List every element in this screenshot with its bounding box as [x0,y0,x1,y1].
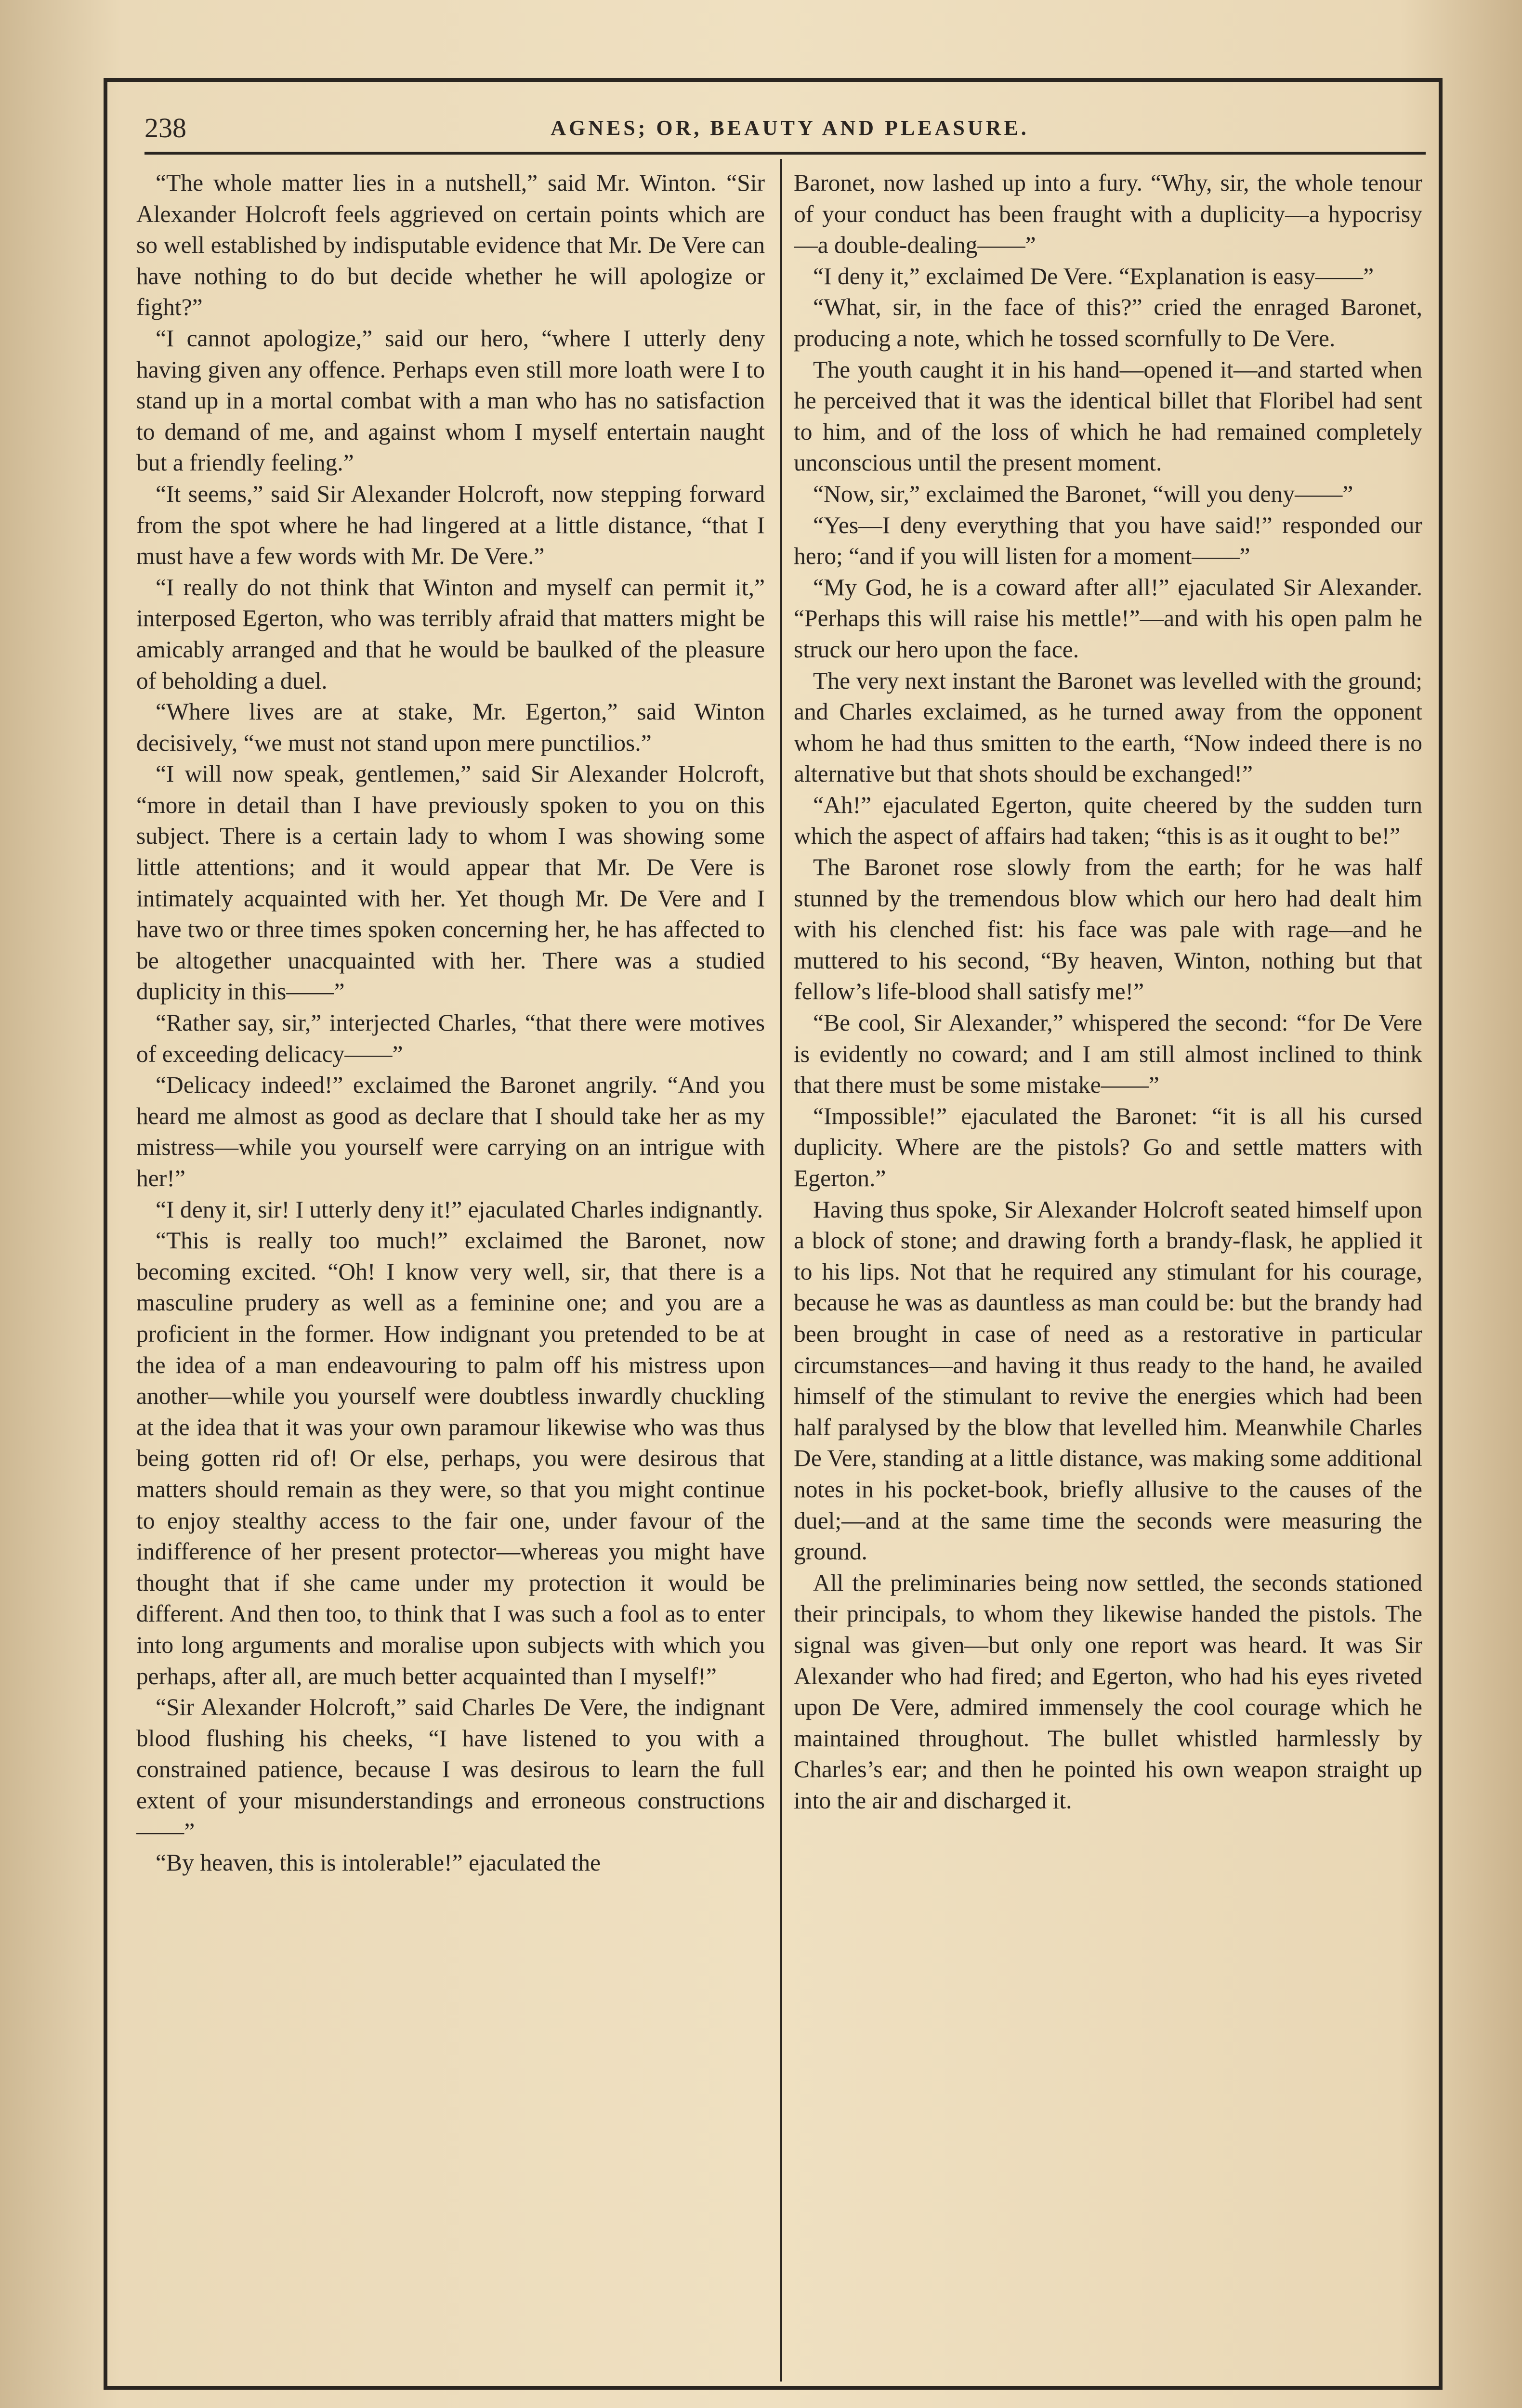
header-rule [144,152,1426,155]
paragraph: “My God, he is a coward after all!” ejaculated Sir Alexander. “Perhaps this will raise his mettle!”—and with his open palm he struck our hero upon the face. [794,574,1422,663]
paragraph: The Baronet rose slowly from the earth; for he was half stunned by the tremendous blow which our hero had dealt him with his clenched fist: his face was pale with rage—and he muttered to his second, “By heaven, Winton, nothing but that fellow’s life-blood shall satisfy me!” [794,854,1422,1005]
paragraph: “Impossible!” ejaculated the Baronet: “it is all his cursed duplicity. Where are the pistols? Go and settle matters with Egerton.” [794,1102,1422,1191]
paragraph: “Sir Alexander Holcroft,” said Charles De Vere, the indignant blood flushing his cheeks, “I have listened to you with a constrained patience, because I was desirous to learn the full extent of your misunderstandings and erroneous constructions——” [136,1694,765,1845]
paragraph: The very next instant the Baronet was levelled with the ground; and Charles exclaimed, as he turned away from the opponent whom he had thus smitten to the earth, “Now indeed there is no alternative but that shots should be exchanged!” [794,667,1422,787]
paragraph: “Delicacy indeed!” exclaimed the Baronet angrily. “And you heard me almost as good as declare that I should take her as my mistress—while you yourself were carrying on an intrigue with her!” [136,1072,765,1191]
paragraph: “I deny it, sir! I utterly deny it!” ejaculated Charles indignantly. [156,1196,763,1223]
paragraph: “Ah!” ejaculated Egerton, quite cheered by the sudden turn which the aspect of affairs had taken; “this is as it ought to be!” [794,791,1422,850]
paragraph: “Where lives are at stake, Mr. Egerton,” said Winton decisively, “we must not stand upon mere punctilios.” [136,698,765,756]
paragraph: Having thus spoke, Sir Alexander Holcroft seated himself upon a block of stone; and drawing forth a brandy-flask, he applied it to his lips. Not that he required any stimulant for his courage, because he was as dauntless as man could be: but the brandy had been brought in case of need as a restorative in particular circumstances—and having it thus ready to the hand, he availed himself of the stimulant to revive the energies which had been half paralysed by the blow that levelled him. Meanwhile Charles De Vere, standing at a little distance, was making some additional notes in his pocket-book, briefly allusive to the causes of the duel;—and at the same time the seconds were measuring the ground. [794,1196,1422,1565]
paragraph: The youth caught it in his hand—opened it—and started when he perceived that it was the identical billet that Floribel had sent to him, and of the loss of which he had remained completely unconscious until the present moment. [794,356,1422,476]
paragraph: “This is really too much!” exclaimed the Baronet, now becoming excited. “Oh! I know very well, sir, that there is a masculine prudery as well as a feminine one; and you are a proficient in the former. How indignant you pretended to be at the idea of a man endeavouring to palm off his mistress upon another—while you yourself were doubtless inwardly chuckling at the idea that it was your own paramour likewise who was thus being gotten rid of! Or else, perhaps, you were desirous that matters should remain as they were, so that you might continue to enjoy stealthy access to the fair one, under favour of the indifference of her present protector—whereas you might have thought that if she came under my protection it would be different. And then too, to think that I was such a fool as to enter into long arguments and moralise upon subjects with which you perhaps, after all, are much better acquainted than I myself!” [136,1227,765,1689]
left-column [136,168,765,2349]
paragraph: “What, sir, in the face of this?” cried the enraged Baronet, producing a note, which he tossed scornfully to De Vere. [794,294,1422,352]
paragraph: “Now, sir,” exclaimed the Baronet, “will you deny——” [813,480,1353,507]
page-number: 238 [144,112,186,144]
paragraph: “It seems,” said Sir Alexander Holcroft, now stepping forward from the spot where he had lingered at a little distance, “that I must have a few words with Mr. De Vere.” [136,480,765,570]
running-title: AGNES; OR, BEAUTY AND PLEASURE. [551,116,1029,140]
paragraph: “I cannot apologize,” said our hero, “where I utterly deny having given any offence. Perhaps even still more loath were I to stand up in a mortal combat with a man who has no satisfaction to demand of me, and against whom I myself entertain naught but a friendly feeling.” [136,325,765,476]
paragraph: “Be cool, Sir Alexander,” whispered the second: “for De Vere is evidently no coward; and I am still almost inclined to think that there must be some mistake——” [794,1009,1422,1099]
paragraph: “By heaven, this is intolerable!” ejaculated the [156,1849,601,1876]
paragraph: “Rather say, sir,” interjected Charles, “that there were motives of exceeding delicacy——” [136,1009,765,1067]
paragraph: Baronet, now lashed up into a fury. “Why, sir, the whole tenour of your conduct has been fraught with a duplicity—a hypocrisy—a double-dealing——” [794,170,1422,259]
column-divider [780,159,782,2382]
paragraph: “I really do not think that Winton and myself can permit it,” interposed Egerton, who was terribly afraid that matters might be amicably arranged and that he would be baulked of the pleasure of beholding a duel. [136,574,765,694]
page-header [144,112,1435,155]
paragraph: “Yes—I deny everything that you have said!” responded our hero; “and if you will listen for a moment——” [794,511,1422,570]
paragraph: All the preliminaries being now settled, the seconds stationed their principals, to whom they likewise handed the pistols. The signal was given—but only one report was heard. It was Sir Alexander who had fired; and Egerton, who had his eyes riveted upon De Vere, admired immensely the cool courage which he maintained throughout. The bullet whistled harmlessly by Charles’s ear; and then he pointed his own weapon straight up into the air and discharged it. [794,1569,1422,1814]
paragraph: “I will now speak, gentlemen,” said Sir Alexander Holcroft, “more in detail than I have previously spoken to you on this subject. There is a certain lady to whom I was showing some little attentions; and it would appear that Mr. De Vere is intimately acquainted with her. Yet though Mr. De Vere and I have two or three times spoken concerning her, he has affected to be altogether unacquainted with her. There was a studied duplicity in this——” [136,760,765,1005]
paragraph: “The whole matter lies in a nutshell,” said Mr. Winton. “Sir Alexander Holcroft feels aggrieved on certain points which are so well established by indisputable evidence that Mr. De Vere can have nothing to do but decide whether he will apologize or fight?” [136,170,765,321]
paragraph: “I deny it,” exclaimed De Vere. “Explanation is easy——” [813,262,1374,289]
right-column [794,168,1422,2349]
